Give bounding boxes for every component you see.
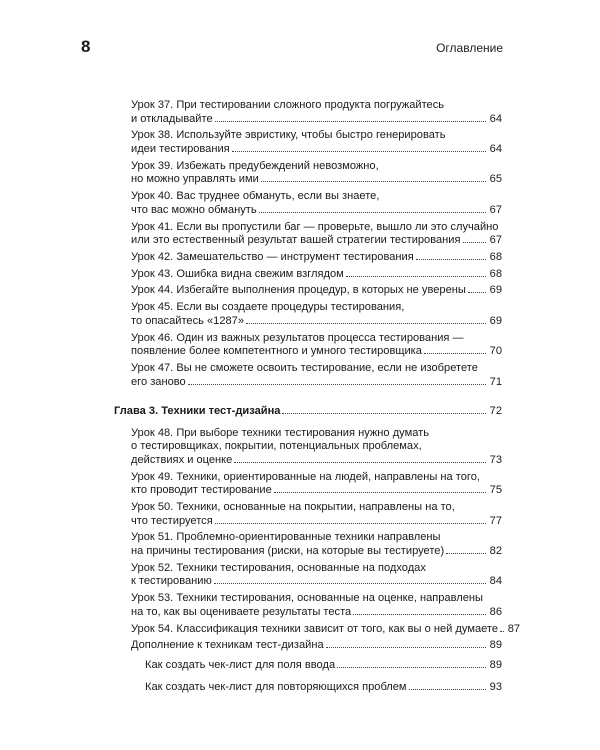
dot-leader xyxy=(259,212,486,213)
toc-entry-text: что тестируется xyxy=(131,514,213,527)
dot-leader xyxy=(500,631,504,632)
toc-page-number: 87 xyxy=(507,622,521,635)
toc-entry-text: Урок 49. Техники, ориентированные на людей, направлены на того, xyxy=(131,470,480,483)
toc-page-number: 82 xyxy=(489,545,502,558)
toc-entry-text: Урок 51. Проблемно-ориентированные техники направлены xyxy=(131,531,441,544)
toc-entry-text: Урок 42. Замешательство — инструмент тестирования xyxy=(131,250,414,263)
dot-leader xyxy=(326,647,486,648)
toc-entry-lesson-44[interactable] xyxy=(131,284,502,298)
toc-entry-text: Урок 44. Избегайте выполнения процедур, в которых не уверены xyxy=(131,284,466,297)
toc-page-number: 64 xyxy=(489,112,502,125)
toc-entry-text: Урок 40. Вас труднее обмануть, если вы знаете, xyxy=(131,190,380,203)
dot-leader xyxy=(282,413,486,414)
toc-page-number: 67 xyxy=(489,203,502,216)
toc-page-number: 67 xyxy=(489,234,502,247)
toc-entry-text: Урок 48. При выборе техники тестирования нужно думать xyxy=(131,426,429,439)
toc-entry-lesson-48[interactable] xyxy=(131,427,502,468)
toc-entry-lesson-54[interactable] xyxy=(131,622,521,637)
dot-leader xyxy=(409,689,486,690)
toc-entry-text: Урок 47. Вы не сможете освоить тестирование, если не изобретете xyxy=(131,361,478,374)
toc-entry-lesson-42[interactable] xyxy=(131,251,502,265)
dot-leader xyxy=(353,614,486,615)
toc-entry-text: Урок 37. При тестировании сложного продукта погружайтесь xyxy=(131,99,445,111)
toc-page-number: 68 xyxy=(489,250,502,263)
toc-entry-text: на причины тестирования (риски, на которые вы тестируете) xyxy=(131,545,445,558)
toc-entry-lesson-39[interactable] xyxy=(131,160,502,187)
table-of-contents xyxy=(114,99,521,702)
toc-page-number: 64 xyxy=(489,142,502,155)
toc-entry-lesson-52[interactable] xyxy=(131,562,502,589)
toc-page-number: 70 xyxy=(489,345,502,358)
dot-leader xyxy=(246,323,486,324)
toc-entry-text: Урок 41. Если вы пропустили баг — проверьте, вышло ли это случайно xyxy=(131,220,499,233)
toc-entry-text: действиях и оценке xyxy=(131,453,233,466)
toc-entry-text: Как создать чек-лист для повторяющихся проблем xyxy=(145,680,407,693)
toc-page-number: 65 xyxy=(489,173,502,186)
toc-entry-text: или это естественный результат вашей стратегии тестирования xyxy=(131,234,461,247)
toc-page-number: 86 xyxy=(489,605,502,618)
toc-entry-lesson-38[interactable] xyxy=(131,129,502,156)
dot-leader xyxy=(468,292,486,293)
toc-page-number: 84 xyxy=(489,575,502,588)
toc-entry-chapter-3[interactable] xyxy=(114,405,502,419)
dot-leader xyxy=(274,492,486,493)
toc-entry-text: Как создать чек-лист для поля ввода xyxy=(145,658,336,671)
toc-entry-lesson-43[interactable] xyxy=(131,268,502,282)
toc-entry-input-checklist[interactable] xyxy=(145,659,502,673)
dot-leader xyxy=(416,259,486,260)
toc-entry-text: его заново xyxy=(131,375,186,388)
toc-entry-lesson-51[interactable] xyxy=(131,531,502,558)
toc-entry-lesson-53[interactable] xyxy=(131,592,502,619)
toc-entry-text: что вас можно обмануть xyxy=(131,203,257,216)
dot-leader xyxy=(424,353,486,354)
dot-leader xyxy=(261,181,486,182)
toc-entry-text: идеи тестирования xyxy=(131,142,230,155)
toc-entry-lesson-49[interactable] xyxy=(131,471,502,498)
dot-leader xyxy=(232,151,486,152)
toc-entry-text: на то, как вы оцениваете результаты теста xyxy=(131,605,352,618)
toc-entry-lesson-40[interactable] xyxy=(131,190,502,217)
toc-entry-repeat-checklist[interactable] xyxy=(145,681,502,695)
toc-entry-text: Урок 45. Если вы создаете процедуры тестирования, xyxy=(131,301,405,314)
toc-page-number: 93 xyxy=(489,680,502,693)
toc-page-number: 69 xyxy=(489,284,502,297)
dot-leader xyxy=(346,276,486,277)
toc-entry-text: Урок 52. Техники тестирования, основанные на подходах xyxy=(131,561,426,574)
toc-page-number: 72 xyxy=(489,405,502,418)
toc-entry-text: о тестировщиках, покрытии, потенциальных проблемах, xyxy=(131,440,422,453)
dot-leader xyxy=(188,384,486,385)
toc-entry-text: Урок 53. Техники тестирования, основанные на оценке, направлены xyxy=(131,592,483,605)
toc-entry-lesson-50[interactable] xyxy=(131,501,502,528)
toc-page-number: 71 xyxy=(489,375,502,388)
toc-entry-text: Урок 46. Один из важных результатов процесса тестирования — xyxy=(131,331,464,344)
toc-entry-text: Урок 50. Техники, основанные на покрытии, направлены на то, xyxy=(131,501,455,514)
toc-entry-lesson-37[interactable] xyxy=(131,99,502,126)
toc-entry-lesson-46[interactable] xyxy=(131,332,502,359)
dot-leader xyxy=(214,583,486,584)
dot-leader xyxy=(463,242,486,243)
dot-leader xyxy=(337,667,486,668)
toc-page-number: 69 xyxy=(489,314,502,327)
toc-entry-text: Урок 38. Используйте эвристику, чтобы быстро генерировать xyxy=(131,129,446,142)
dot-leader xyxy=(446,553,486,554)
toc-page-number: 77 xyxy=(489,514,502,527)
toc-entry-text: то опасайтесь «1287» xyxy=(131,314,245,327)
toc-page-number: 89 xyxy=(489,639,502,652)
page-number: 8 xyxy=(81,37,91,56)
toc-entry-text: и откладывайте xyxy=(131,112,213,125)
toc-entry-text: Урок 54. Классификация техники зависит от того, как вы о ней думаете xyxy=(131,622,499,635)
toc-entry-lesson-47[interactable] xyxy=(131,362,502,389)
dot-leader xyxy=(215,121,486,122)
toc-page-number: 89 xyxy=(489,658,502,671)
toc-entry-text: Урок 39. Избежать предубеждений невозможно, xyxy=(131,159,379,172)
toc-entry-lesson-41[interactable] xyxy=(131,221,502,248)
dot-leader xyxy=(234,462,486,463)
toc-chapter-title: Глава 3. Техники тест-дизайна xyxy=(114,405,281,418)
toc-page-number: 68 xyxy=(489,267,502,280)
toc-entry-text: кто проводит тестирование xyxy=(131,484,272,497)
toc-page-number: 73 xyxy=(489,453,502,466)
toc-entry-lesson-45[interactable] xyxy=(131,301,502,328)
toc-page-number: 75 xyxy=(489,484,502,497)
toc-entry-text: Урок 43. Ошибка видна свежим взглядом xyxy=(131,267,344,280)
toc-entry-addendum[interactable] xyxy=(131,639,502,653)
toc-entry-text: но можно управлять ими xyxy=(131,173,259,186)
running-title: Оглавление xyxy=(436,41,503,55)
toc-entry-text: Дополнение к техникам тест-дизайна xyxy=(131,639,324,652)
dot-leader xyxy=(215,523,486,524)
toc-entry-text: появление более компетентного и умного тестировщика xyxy=(131,345,422,358)
toc-entry-text: к тестированию xyxy=(131,575,212,588)
